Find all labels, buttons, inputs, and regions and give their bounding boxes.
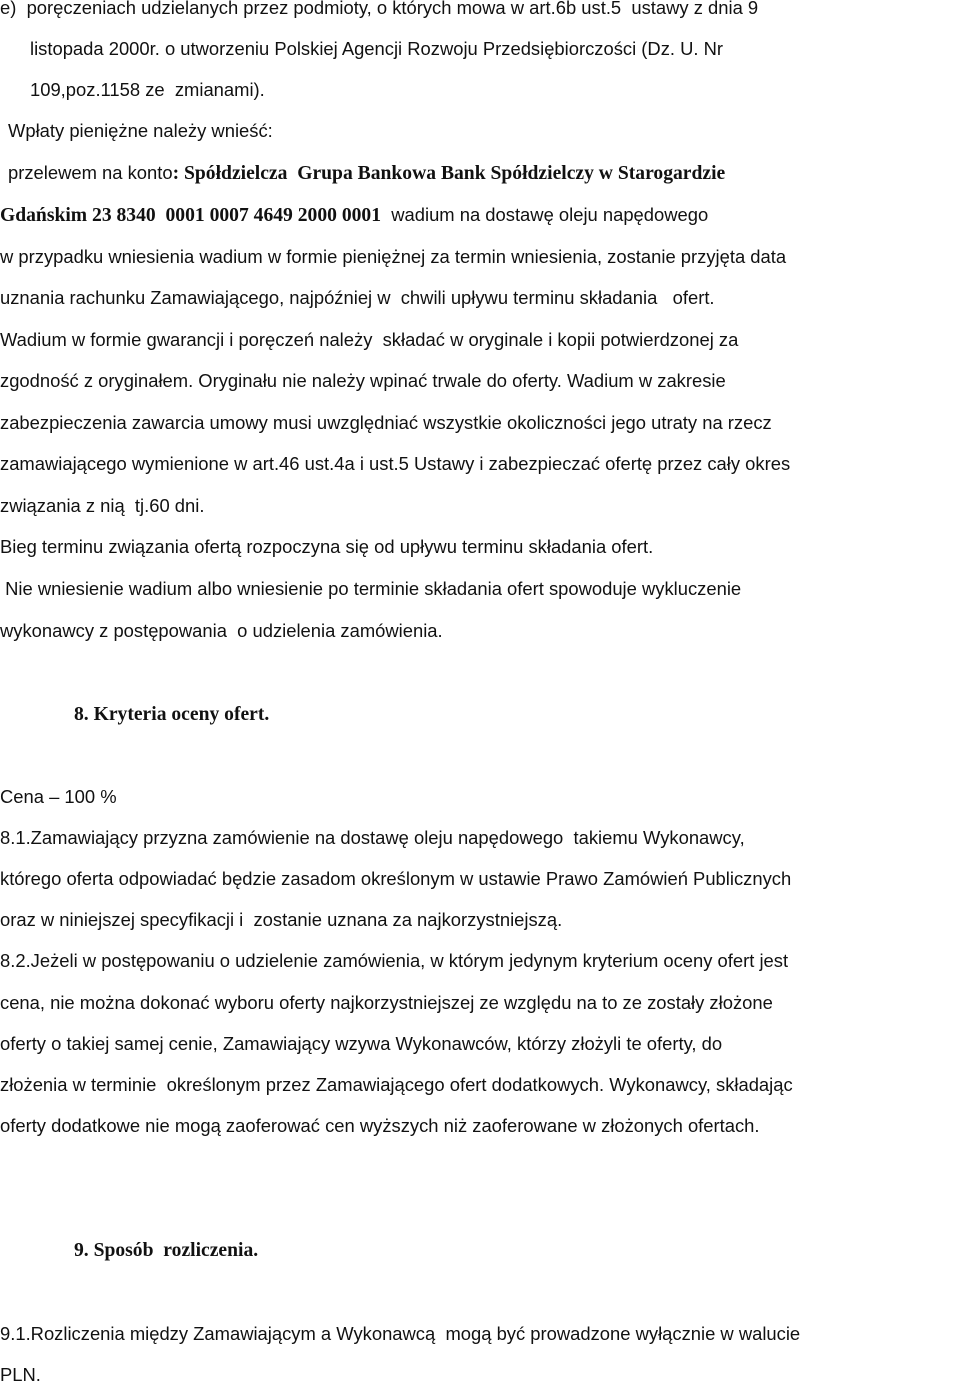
account-number: Gdańskim 23 8340 0001 0007 4649 2000 0001: [0, 205, 382, 226]
paragraph-line: zgodność z oryginałem. Oryginału nie należy wpinać trwale do oferty. Wadium w zakresie: [0, 370, 726, 391]
paragraph-line: Wpłaty pieniężne należy wnieść:: [8, 120, 273, 141]
section-heading-9: 9. Sposób rozliczenia.: [74, 1240, 259, 1261]
paragraph-line: Nie wniesienie wadium albo wniesienie po terminie składania ofert spowoduje wykluczenie: [0, 578, 742, 599]
paragraph-line: listopada 2000r. o utworzeniu Polskiej Agencji Rozwoju Przedsiębiorczości (Dz. U. Nr: [30, 38, 724, 59]
paragraph-line: zabezpieczenia zawarcia umowy musi uwzględniać wszystkie okoliczności jego utraty na rzecz: [0, 412, 772, 433]
paragraph-line: w przypadku wniesienia wadium w formie pieniężnej za termin wniesienia, zostanie przyjęta data: [0, 246, 787, 267]
paragraph-text: przelewem na konto: [8, 162, 173, 183]
paragraph-line: PLN.: [0, 1364, 41, 1385]
paragraph-line: Bieg terminu związania ofertą rozpoczyna się od upływu terminu składania ofert.: [0, 536, 654, 557]
bank-account-line: [8, 161, 725, 186]
paragraph-line: związania z nią tj.60 dni.: [0, 495, 205, 516]
paragraph-line: 109,poz.1158 ze zmianami).: [30, 79, 265, 100]
paragraph-line: cena, nie można dokonać wyboru oferty najkorzystniejszej ze względu na to ze zostały złożone: [0, 992, 773, 1013]
paragraph-line: oferty dodatkowe nie mogą zaoferować cen wyższych niż zaoferowane w złożonych ofertach.: [0, 1115, 760, 1136]
section-heading-8: 8. Kryteria oceny ofert.: [74, 704, 270, 725]
paragraph-line: e) poręczeniach udzielanych przez podmioty, o których mowa w art.6b ust.5 ustawy z dnia 9: [0, 0, 759, 18]
bank-name: : Spółdzielcza Grupa Bankowa Bank Spółdzielczy w Starogardzie: [172, 163, 726, 184]
paragraph-line: oraz w niniejszej specyfikacji i zostanie uznana za najkorzystniejszą.: [0, 909, 563, 930]
paragraph-line: Wadium w formie gwarancji i poręczeń należy składać w oryginale i kopii potwierdzonej za: [0, 329, 739, 350]
paragraph-line: wykonawcy z postępowania o udzielenia zamówienia.: [0, 620, 443, 641]
paragraph-line: 8.2.Jeżeli w postępowaniu o udzielenie zamówienia, w którym jedynym kryterium oceny ofert jest: [0, 950, 789, 971]
paragraph-line: uznania rachunku Zamawiającego, najpóźniej w chwili upływu terminu składania ofert.: [0, 287, 715, 308]
paragraph-line: zamawiającego wymienione w art.46 ust.4a i ust.5 Ustawy i zabezpieczać ofertę przez cały okres: [0, 453, 791, 474]
account-number-line: [0, 203, 708, 228]
paragraph-line: Cena – 100 %: [0, 786, 117, 807]
paragraph-line: 9.1.Rozliczenia między Zamawiającym a Wykonawcą mogą być prowadzone wyłącznie w walucie: [0, 1323, 801, 1344]
paragraph-line: złożenia w terminie określonym przez Zamawiającego ofert dodatkowych. Wykonawcy, składając: [0, 1074, 793, 1095]
paragraph-line: 8.1.Zamawiający przyzna zamówienie na dostawę oleju napędowego takiemu Wykonawcy,: [0, 827, 745, 848]
paragraph-text: wadium na dostawę oleju napędowego: [381, 204, 709, 225]
paragraph-line: oferty o takiej samej cenie, Zamawiający wzywa Wykonawców, którzy złożyli te oferty, do: [0, 1033, 723, 1054]
paragraph-line: którego oferta odpowiadać będzie zasadom określonym w ustawie Prawo Zamówień Publicznych: [0, 868, 792, 889]
